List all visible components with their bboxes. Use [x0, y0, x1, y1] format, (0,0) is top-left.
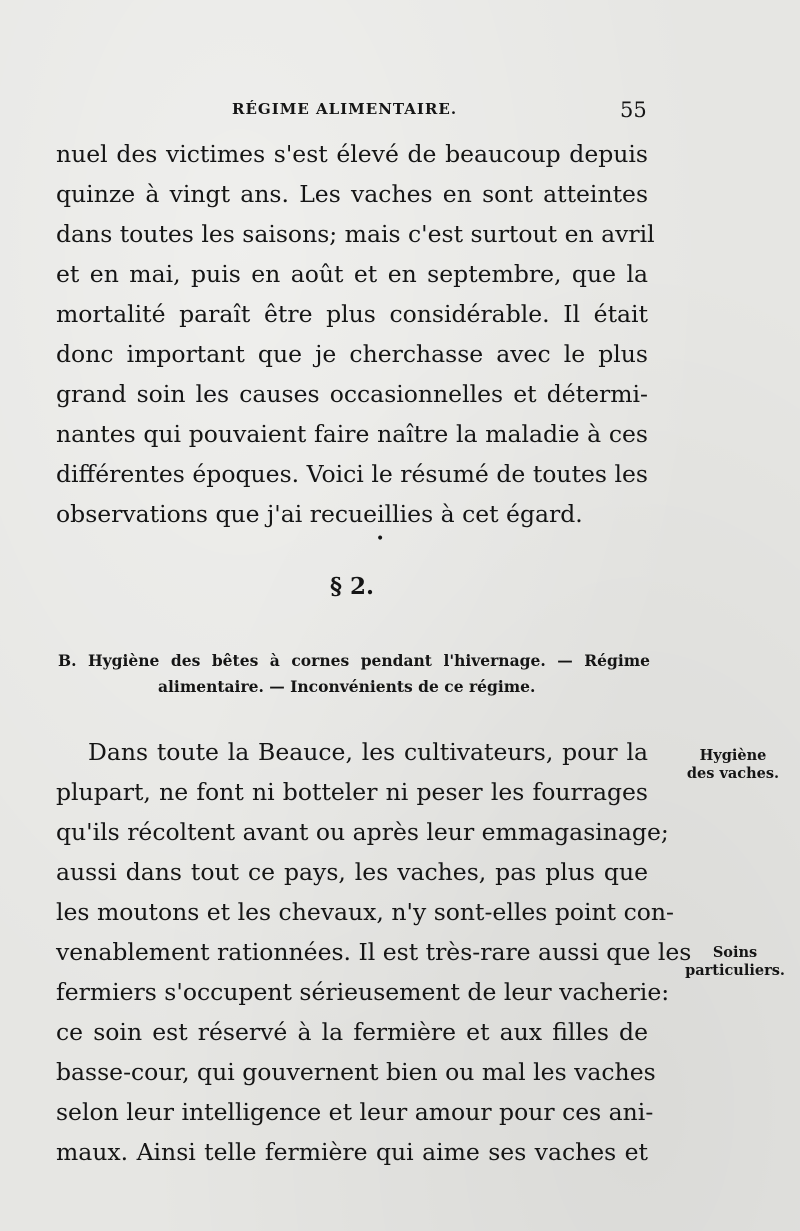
text-line: quinze à vingt ans. Les vaches en sont atteintes: [56, 180, 648, 208]
text-line: donc important que je cherchasse avec le plus: [56, 340, 648, 368]
text-line: observations que j'ai recueillies à cet égard.: [56, 500, 583, 528]
text-line: différentes époques. Voici le résumé de toutes les: [56, 460, 648, 488]
text-line: qu'ils récoltent avant ou après leur emmagasinage;: [56, 818, 669, 846]
margin-note-line: Hygiène: [699, 747, 767, 764]
ornament-dot: •: [376, 531, 385, 547]
text-line: nuel des victimes s'est élevé de beaucoup depuis: [56, 140, 648, 168]
text-line: Dans toute la Beauce, les cultivateurs, pour la: [88, 738, 648, 766]
text-line: maux. Ainsi telle fermière qui aime ses vaches et: [56, 1138, 648, 1166]
text-line: nantes qui pouvaient faire naître la maladie à ces: [56, 420, 648, 448]
text-line: ce soin est réservé à la fermière et aux filles de: [56, 1018, 648, 1046]
text-line: basse-cour, qui gouvernent bien ou mal les vaches: [56, 1058, 656, 1086]
section-subtitle-line-1: B. Hygiène des bêtes à cornes pendant l'hivernage. — Régime: [58, 651, 650, 670]
text-line: les moutons et les chevaux, n'y sont-elles point con-: [56, 898, 674, 926]
text-line: et en mai, puis en août et en septembre, que la: [56, 260, 648, 288]
margin-note-soins: [675, 944, 795, 980]
text-line: mortalité paraît être plus considérable. Il était: [56, 300, 648, 328]
text-line: venablement rationnées. Il est très-rare aussi que les: [56, 938, 692, 966]
margin-note-hygiene: [678, 747, 788, 783]
section-subtitle-line-2: alimentaire. — Inconvénients de ce régime.: [158, 677, 536, 696]
text-line: plupart, ne font ni botteler ni peser les fourrages: [56, 778, 648, 806]
text-line: grand soin les causes occasionnelles et détermi-: [56, 380, 648, 408]
section-heading: § 2.: [330, 573, 375, 600]
margin-note-line: des vaches.: [686, 765, 780, 782]
page-number: 55: [620, 98, 647, 122]
running-title: RÉGIME ALIMENTAIRE.: [232, 100, 458, 118]
paragraph-1: [56, 134, 655, 534]
text-line: fermiers s'occupent sérieusement de leur vacherie:: [56, 978, 670, 1006]
text-line: dans toutes les saisons; mais c'est surtout en avril: [56, 220, 655, 248]
text-line: selon leur intelligence et leur amour pour ces ani-: [56, 1098, 654, 1126]
margin-note-line: Soins: [712, 944, 758, 961]
text-line: aussi dans tout ce pays, les vaches, pas plus que: [56, 858, 648, 886]
paragraph-2: [56, 732, 692, 1172]
margin-note-line: particuliers.: [685, 962, 785, 979]
